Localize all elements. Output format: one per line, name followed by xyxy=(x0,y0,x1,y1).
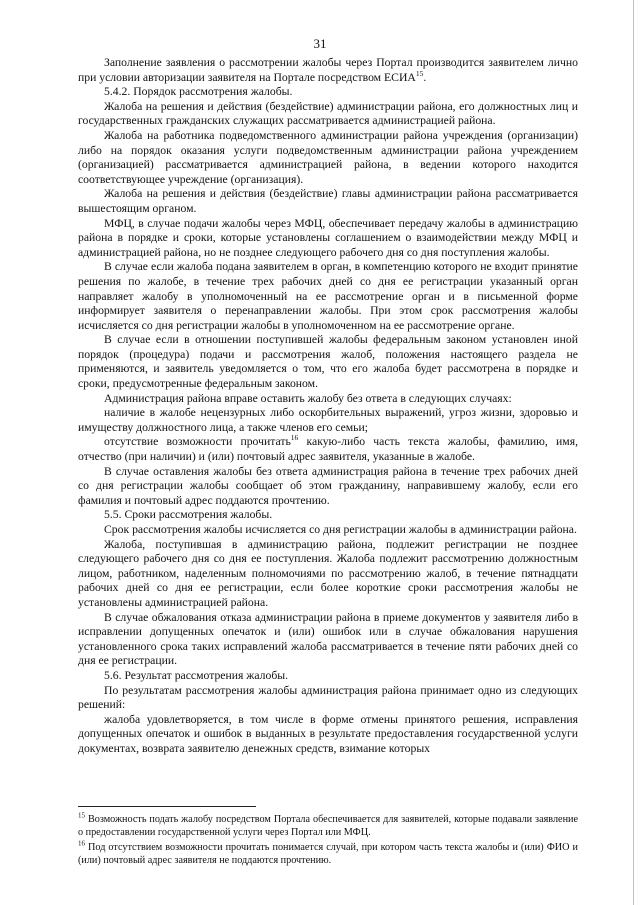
footnote-ref-16: 16 xyxy=(290,433,299,443)
paragraph: В случае обжалования отказа администрации района в приеме документов у заявителя либо в исправлении допущенных опечаток и (или) ошибок или в случае обжалования нарушения установленного срока таких исправлений жалоба рассматривается в течение пяти рабочих дней со дня ее регистрации. xyxy=(78,610,578,668)
footnotes xyxy=(78,811,579,870)
page-number: 31 xyxy=(313,36,327,51)
paragraph: По результатам рассмотрения жалобы администрация района принимает одно из следующих решений: xyxy=(78,683,578,712)
paragraph: В случае если жалоба подана заявителем в орган, в компетенцию которого не входит принятие решения по жалобе, в течение трех рабочих дней со дня ее регистрации указанный орган направляет жалобу в уполномоченный на ее рассмотрение орган и в письменной форме информирует заявителя о перенаправлении жалобы. При этом срок рассмотрения жалобы исчисляется со дня регистрации жалобы в уполномоченном на ее рассмотрение органе. xyxy=(78,260,578,332)
list-item: отсутствие возможности прочитать$^{16}$ какую-либо часть текста жалобы, фамилию, имя, отчество (при наличии) и (или) почтовый адрес заявителя, указанные в жалобе. xyxy=(78,433,578,464)
paragraph-portal-application: Заполнение заявления о рассмотрении жалобы через Портал производится заявителем лично при условии авторизации заявителя на Портале посредством ЕСИА$^{15}$. xyxy=(78,56,578,84)
footnote-divider xyxy=(78,806,256,807)
section-heading-5-6: 5.6. Результат рассмотрения жалобы. xyxy=(104,668,289,682)
paragraph: В случае оставления жалобы без ответа администрация района в течение трех рабочих дней со дня регистрации жалобы сообщает об этом гражданину, направившему жалобу, если его фамилия и почтовый адрес поддаются прочтению. xyxy=(78,464,578,507)
list-item: наличие в жалобе нецензурных либо оскорбительных выражений, угроз жизни, здоровью и имуществу должностного лица, а также членов его семьи; xyxy=(78,406,578,434)
paragraph: МФЦ, в случае подачи жалобы через МФЦ, обеспечивает передачу жалобы в администрацию района в порядке и сроки, которые установлены соглашением о взаимодействии между МФЦ и администрацией района, но не позднее следующего рабочего дня со дня поступления жалобы. xyxy=(78,216,578,259)
paragraph: жалоба удовлетворяется, в том числе в форме отмены принятого решения, исправления допущенных опечаток и ошибок в выданных в результате предоставления государственной услуги документах, возврата заявителю денежных средств, взимание которых xyxy=(78,712,578,755)
paragraph: Жалоба на решения и действия (бездействие) администрации района, его должностных лиц и государственных гражданских служащих рассматривается администрацией района. xyxy=(78,99,578,128)
section-heading-5-4-2: 5.4.2. Порядок рассмотрения жалобы. xyxy=(104,85,293,99)
scan-edge-line xyxy=(633,0,634,905)
section-heading-5-5: 5.5. Сроки рассмотрения жалобы. xyxy=(104,508,273,522)
footnote-15: $^{15}$ Возможность подать жалобу посредством Портала обеспечивается для заявителей, которые подавали заявление о предоставлении государственной услуги через Портал или МФЦ. xyxy=(78,811,578,838)
footnote-ref-15: 15 xyxy=(415,68,424,78)
footnote-16: $^{16}$ Под отсутствием возможности прочитать понимается случай, при котором часть текста жалобы и (или) ФИО и (или) почтовый адрес заявителя не поддаются прочтению. xyxy=(78,839,579,866)
paragraph: Жалоба на работника подведомственного администрации района учреждения (организации) либо на порядок оказания услуги подведомственным администрации района учреждением (организацией) рассматривается администрацией района, в ведении которого находится соответствующее учреждение (организация). xyxy=(78,128,578,186)
paragraph: Жалоба на решения и действия (бездействие) главы администрации района рассматривается вышестоящим органом. xyxy=(78,187,578,215)
body-text xyxy=(78,56,578,757)
paragraph: Жалоба, поступившая в администрацию района, подлежит регистрации не позднее следующего рабочего дня со дня ее поступления. Жалоба подлежит рассмотрению должностным лицом, работником, наделенным полномочиями по рассмотрению жалоб, в течение пятнадцати рабочих дней со дня ее регистрации, если более короткие сроки рассмотрения жалобы не установлены администрацией района. xyxy=(78,537,578,609)
paragraph: Администрация района вправе оставить жалобу без ответа в следующих случаях: xyxy=(104,391,512,405)
paragraph: Срок рассмотрения жалобы исчисляется со дня регистрации жалобы в администрации района. xyxy=(104,523,577,536)
paragraph: В случае если в отношении поступившей жалобы федеральным законом установлен иной порядок (процедура) подачи и рассмотрения жалоб, положения настоящего раздела не применяются, и заявитель уведомляется о том, что его жалоба будет рассмотрена в порядке и сроки, предусмотренные федеральным законом. xyxy=(78,333,578,391)
